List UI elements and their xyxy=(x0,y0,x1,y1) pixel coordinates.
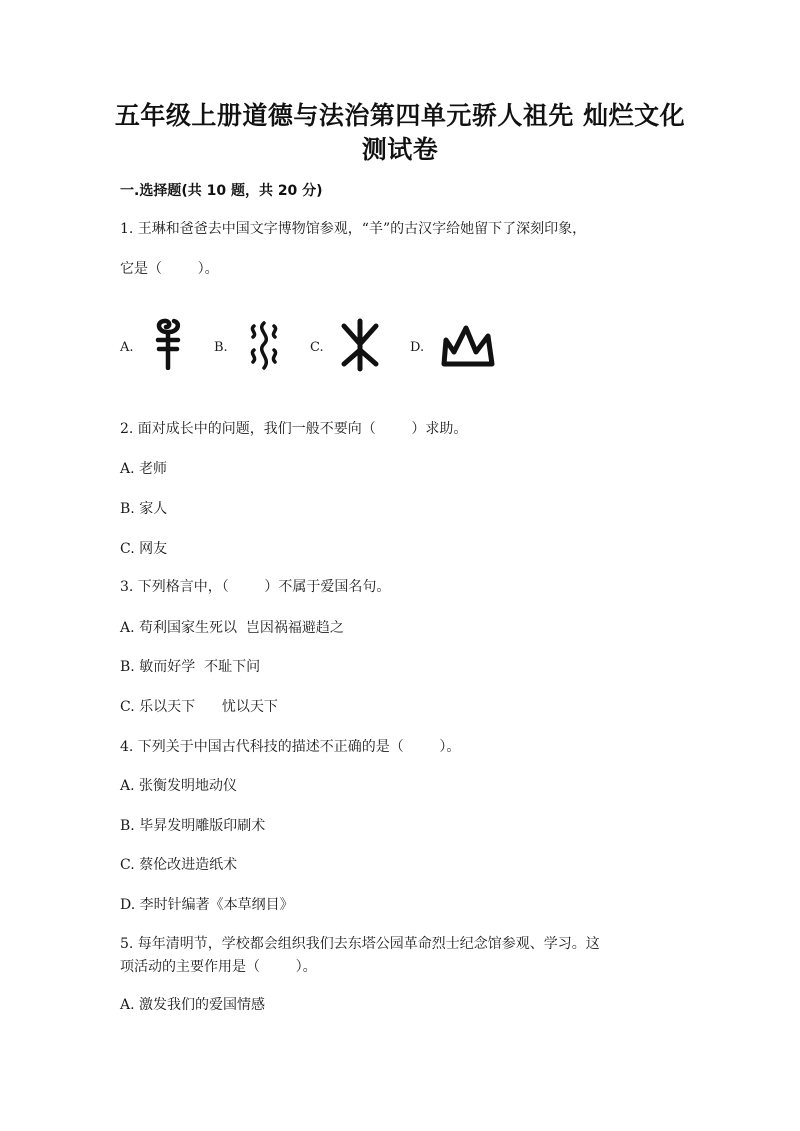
question-2-option-c[interactable]: C. 网友 xyxy=(120,541,168,557)
section-heading: 一.选择题(共 10 题，共 20 分) xyxy=(120,183,323,199)
question-2-option-a[interactable]: A. 老师 xyxy=(120,461,168,477)
question-4-stem: 4. 下列关于中国古代科技的描述不正确的是（ ）。 xyxy=(120,739,461,755)
question-1-option-a-label: A. xyxy=(120,340,134,355)
question-5-stem: 5. 每年清明节，学校都会组织我们去东塔公园革命烈士纪念馆参观、学习。这 xyxy=(120,936,600,952)
ancient-wood-character-icon xyxy=(338,318,382,372)
question-2-option-b[interactable]: B. 家人 xyxy=(120,501,168,517)
ancient-sheep-character-icon xyxy=(148,318,188,370)
question-3-option-c[interactable]: C. 乐以天下 忧以天下 xyxy=(120,699,278,715)
question-3-stem: 3. 下列格言中，（ ）不属于爱国名句。 xyxy=(120,579,391,595)
question-5-stem-continued: 项活动的主要作用是（ ）。 xyxy=(120,959,317,975)
question-1-option-d-label: D. xyxy=(410,340,425,355)
question-3-option-a[interactable]: A. 苟利国家生死以 岂因祸福避趋之 xyxy=(120,620,344,636)
question-1-stem: 1. 王琳和爸爸去中国文字博物馆参观，“羊”的古汉字给她留下了深刻印象， xyxy=(120,221,587,237)
question-5-option-a[interactable]: A. 激发我们的爱国情感 xyxy=(120,997,266,1013)
question-1-stem-continued: 它是（ ）。 xyxy=(120,261,219,277)
page-title-continued: 测试卷 xyxy=(361,135,439,164)
question-4-option-d[interactable]: D. 李时针编著《本草纲目》 xyxy=(120,897,294,913)
ancient-water-character-icon xyxy=(246,320,282,372)
question-1-option-c-label: C. xyxy=(310,340,324,355)
question-3-option-b[interactable]: B. 敏而好学 不耻下问 xyxy=(120,659,261,675)
page-title: 五年级上册道德与法治第四单元骄人祖先 灿烂文化 xyxy=(114,101,686,130)
question-4-option-a[interactable]: A. 张衡发明地动仪 xyxy=(120,778,238,794)
question-1-option-b-label: B. xyxy=(214,340,228,355)
ancient-mountain-character-icon xyxy=(440,322,496,368)
question-4-option-b[interactable]: B. 毕昇发明雕版印刷术 xyxy=(120,818,266,834)
question-4-option-c[interactable]: C. 蔡伦改进造纸术 xyxy=(120,857,238,873)
question-2-stem: 2. 面对成长中的问题，我们一般不要向（ ）求助。 xyxy=(120,421,468,437)
